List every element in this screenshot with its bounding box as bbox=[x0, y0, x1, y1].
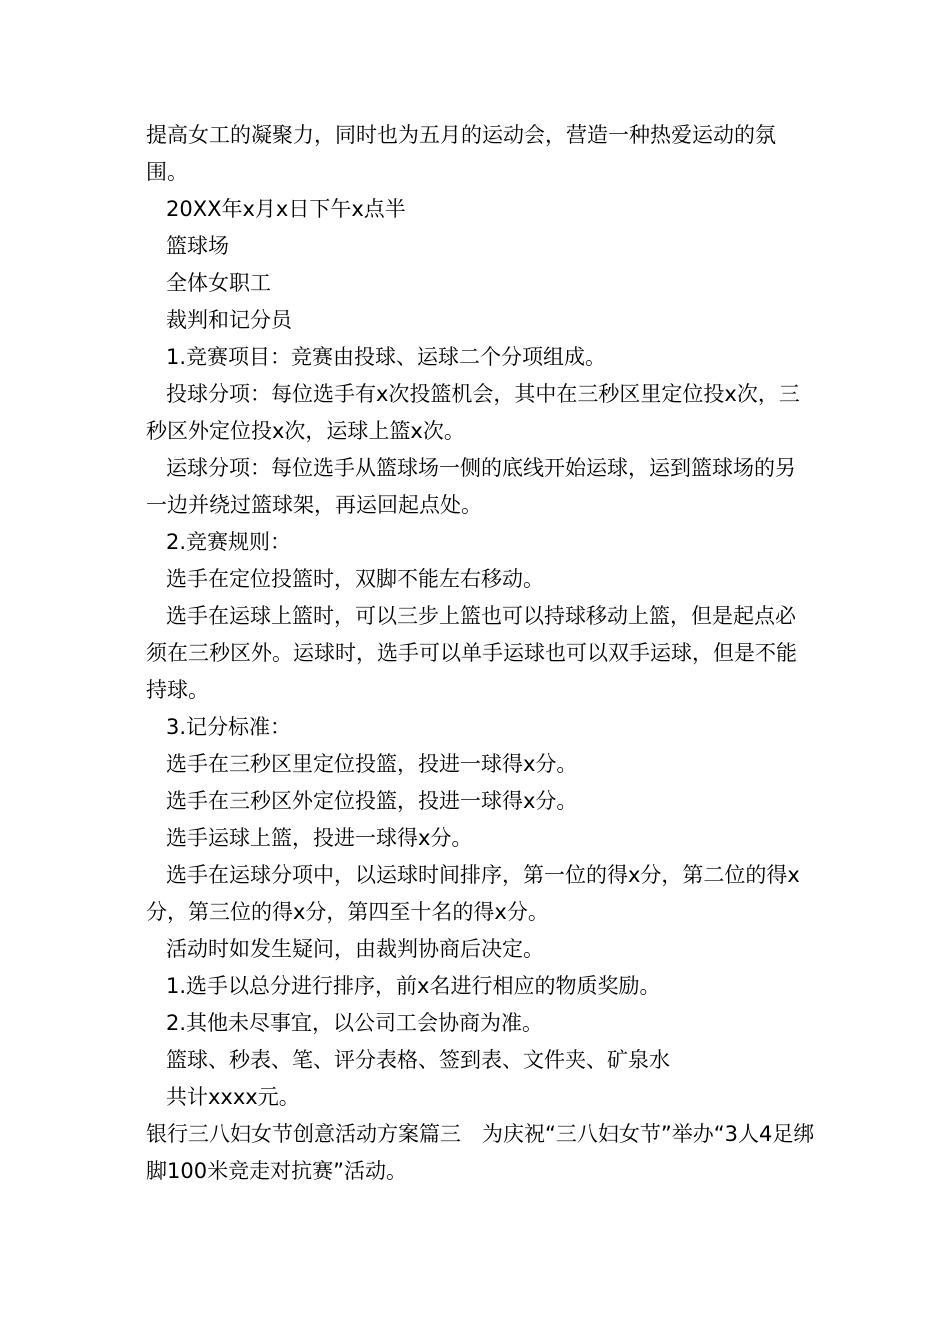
paragraph: 3.记分标准： bbox=[166, 715, 292, 739]
paragraph: 2.其他未尽事宜，以公司工会协商为准。 bbox=[166, 1011, 544, 1035]
paragraph: 银行三八妇女节创意活动方案篇三 为庆祝“三八妇女节”举办“3人4足绑脚100米竞走对抗赛”活动。 bbox=[146, 1122, 815, 1183]
paragraph: 运球分项：每位选手从篮球场一侧的底线开始运球，运到篮球场的另一边并绕过篮球架，再运回起点处。 bbox=[146, 456, 796, 517]
paragraph: 选手在定位投篮时，双脚不能左右移动。 bbox=[166, 567, 544, 591]
paragraph: 选手在三秒区外定位投篮，投进一球得x分。 bbox=[166, 789, 578, 813]
paragraph: 20XX年x月x日下午x点半 bbox=[166, 197, 406, 221]
paragraph: 篮球、秒表、笔、评分表格、签到表、文件夹、矿泉水 bbox=[166, 1048, 670, 1072]
paragraph: 篮球场 bbox=[166, 234, 229, 258]
paragraph: 提高女工的凝聚力，同时也为五月的运动会，营造一种热爱运动的氛围。 bbox=[146, 123, 776, 184]
paragraph: 选手在运球分项中，以运球时间排序，第一位的得x分，第二位的得x分，第三位的得x分，第四至十名的得x分。 bbox=[146, 863, 800, 924]
paragraph: 选手在运球上篮时，可以三步上篮也可以持球移动上篮，但是起点必须在三秒区外。运球时，选手可以单手运球也可以双手运球，但是不能持球。 bbox=[146, 604, 797, 702]
paragraph: 1.选手以总分进行排序，前x名进行相应的物质奖励。 bbox=[166, 974, 661, 998]
paragraph: 选手在三秒区里定位投篮，投进一球得x分。 bbox=[166, 752, 578, 776]
paragraph: 1.竞赛项目：竞赛由投球、运球二个分项组成。 bbox=[166, 345, 607, 369]
paragraph: 共计xxxx元。 bbox=[166, 1085, 300, 1109]
paragraph: 投球分项：每位选手有x次投篮机会，其中在三秒区里定位投x次，三秒区外定位投x次，运球上篮x次。 bbox=[146, 382, 800, 443]
document-body bbox=[146, 117, 816, 1190]
paragraph: 活动时如发生疑问，由裁判协商后决定。 bbox=[166, 937, 544, 961]
paragraph: 选手运球上篮，投进一球得x分。 bbox=[166, 826, 473, 850]
paragraph: 2.竞赛规则： bbox=[166, 530, 292, 554]
paragraph: 全体女职工 bbox=[166, 271, 271, 295]
paragraph: 裁判和记分员 bbox=[166, 308, 292, 332]
